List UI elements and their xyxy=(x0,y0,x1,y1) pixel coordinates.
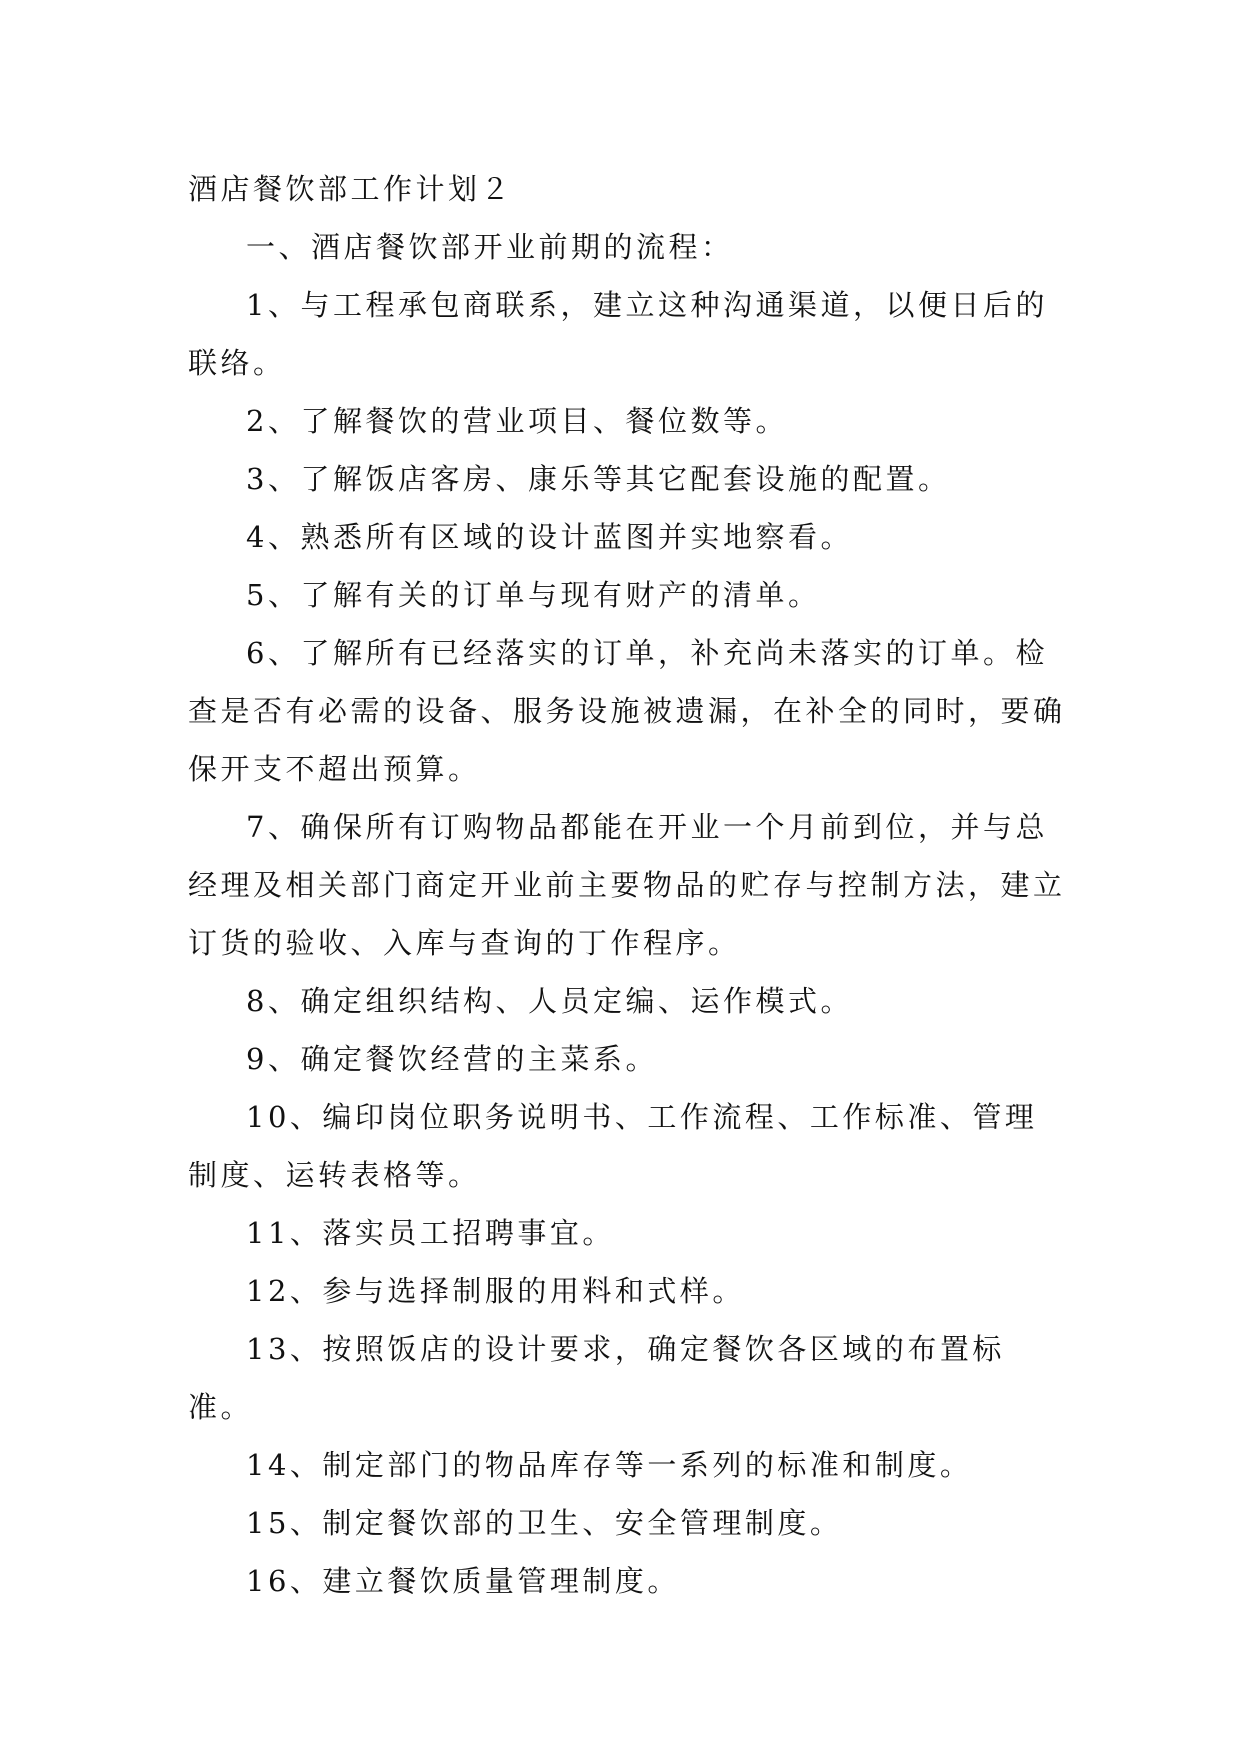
paragraph-item: 13、按照饭店的设计要求，确定餐饮各区域的布置标准。 xyxy=(188,1332,1005,1424)
paragraph-item: 1、与工程承包商联系，建立这种沟通渠道，以便日后的联络。 xyxy=(188,288,1048,380)
paragraph-item: 9、确定餐饮经营的主菜系。 xyxy=(246,1042,658,1076)
paragraph-item: 15、制定餐饮部的卫生、安全管理制度。 xyxy=(246,1506,843,1540)
paragraph-section-heading: 一、酒店餐饮部开业前期的流程： xyxy=(246,230,734,264)
document-title: 酒店餐饮部工作计划２ xyxy=(188,172,514,206)
paragraph-item: 8、确定组织结构、人员定编、运作模式。 xyxy=(246,984,853,1018)
paragraph-item: 5、了解有关的订单与现有财产的清单。 xyxy=(246,578,821,612)
paragraph-item: 4、熟悉所有区域的设计蓝图并实地察看。 xyxy=(246,520,853,554)
paragraph-item: 10、编印岗位职务说明书、工作流程、工作标准、管理制度、运转表格等。 xyxy=(188,1100,1038,1192)
document-body xyxy=(188,160,1068,1610)
paragraph-item: 2、了解餐饮的营业项目、餐位数等。 xyxy=(246,404,788,438)
paragraph-item: 11、落实员工招聘事宜。 xyxy=(246,1216,615,1250)
paragraph-item: 3、了解饭店客房、康乐等其它配套设施的配置。 xyxy=(246,462,951,496)
paragraph-item: 7、确保所有订购物品都能在开业一个月前到位，并与总经理及相关部门商定开业前主要物品的贮存与控制方法，建立订货的验收、入库与查询的丁作程序。 xyxy=(188,810,1066,960)
paragraph-item: 12、参与选择制服的用料和式样。 xyxy=(246,1274,745,1308)
paragraph-item: 6、了解所有已经落实的订单，补充尚未落实的订单。检查是否有必需的设备、服务设施被遗漏，在补全的同时，要确保开支不超出预算。 xyxy=(188,636,1066,786)
paragraph-item: 16、建立餐饮质量管理制度。 xyxy=(246,1564,680,1598)
paragraph-item: 14、制定部门的物品库存等一系列的标准和制度。 xyxy=(246,1448,973,1482)
